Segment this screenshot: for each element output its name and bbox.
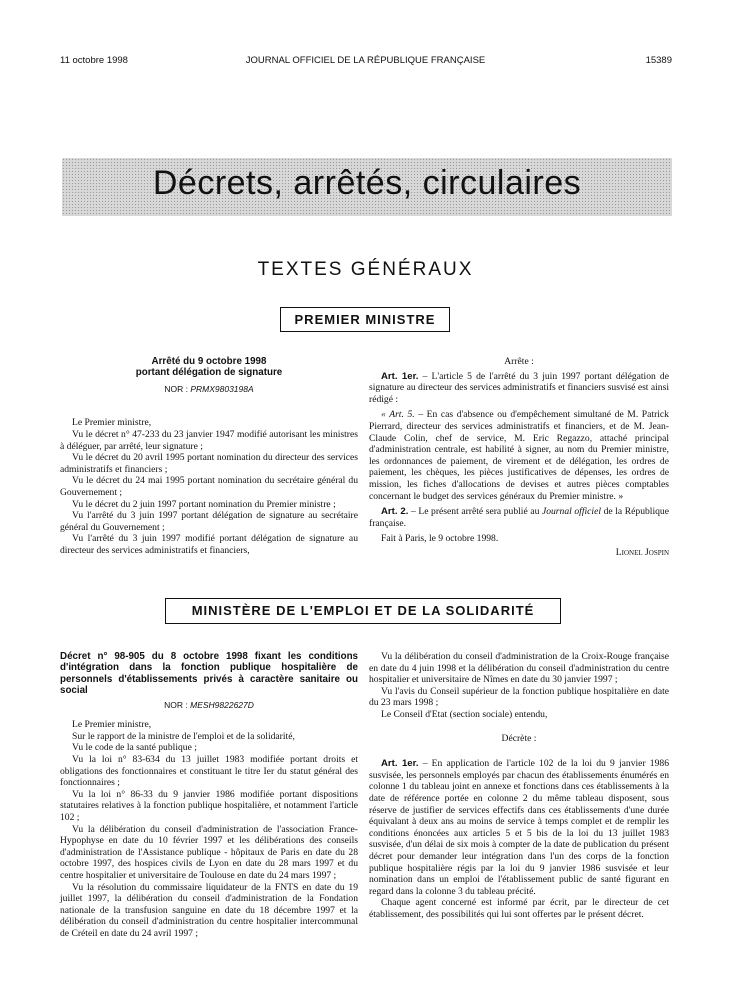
header-date: 11 octobre 1998 [60,55,128,66]
decret-title: Décret n° 98-905 du 8 octobre 1998 fixant les conditions d'intégration dans la fonction publique hospitalière de personnels d'établissements privés à caractère sanitaire ou social [60,651,358,697]
arrete-right-column [369,356,669,559]
decret-paragraph: Vu la loi n° 83-634 du 13 juillet 1983 modifiée portant droits et obligations des fonctionnaires et constituant le titre Ier du statut général des fonctionnaires ; [60,754,358,789]
decret-left-column [60,651,358,940]
decret-nor: NOR : MESH9822627D [164,699,254,710]
arrete-nor: NOR : PRMX9803198A [164,383,254,394]
decret-paragraph: Vu la résolution du commissaire liquidateur de la FNTS en date du 19 juillet 1997, la délibération du conseil d'administration de la Fondation nationale de la transfusion sanguine en date du 18 décembre 1997 et la délibération du conseil d'administration du centre hospitalier intercommunal de Créteil en date du 24 avril 1997 ; [60,881,358,939]
decret-paragraph: Sur le rapport de la ministre de l'emploi et de la solidarité, [72,730,295,742]
signature: Lionel Jospin [615,546,669,558]
section-title: TEXTES GÉNÉRAUX [257,259,474,280]
arrete-paragraph: Vu le décret du 2 juin 1997 portant nomination du Premier ministre ; [72,498,336,510]
decret-paragraph: Vu la loi n° 86-33 du 9 janvier 1986 modifiée portant dispositions statutaires relatives à la fonction publique hospitalière, et notamment l'article 102 ; [60,788,358,823]
article-2: Art. 2. – Le présent arrêté sera publié au Journal officiel de la République française. [369,506,669,529]
ministry-heading-premier-ministre: PREMIER MINISTRE [280,307,450,332]
decrete-heading: Décrète : [501,732,537,744]
decret-right-column [369,651,669,920]
arrete-left-column [60,356,358,557]
banner-title: Décrets, arrêtés, circulaires [152,164,582,202]
arrete-paragraph: Vu l'arrêté du 3 juin 1997 modifié portant délégation de signature au directeur des services administratifs et financiers, [60,533,358,556]
decret-paragraph: Vu la délibération du conseil d'administration de l'association France-Hypophyse en date du 10 février 1997 et les délibérations des conseils d'administration de l'Assistance publique - hôpitaux de Paris en date du 28 octobre 1997, des hospices civils de Lyon en date du 28 mars 1997 et du centre hospitalier et universitaire de Toulouse en date du 24 mars 1997 ; [60,823,358,881]
arrete-title: Arrêté du 9 octobre 1998 portant délégation de signature [135,356,283,379]
article-1: Art. 1er. – L'article 5 de l'arrêté du 3 juin 1997 portant délégation de signature au directeur des services administratifs et financiers susvisé est ainsi rédigé : [369,370,669,405]
arrete-paragraph: Vu le décret du 24 mai 1995 portant nomination du secrétaire général du Gouvernement ; [60,475,358,498]
title-banner [62,158,672,216]
arrete-paragraph: Vu l'arrêté du 3 juin 1997 portant délégation de signature au secrétaire général du Gouvernement ; [60,510,358,533]
arrete-paragraph: Le Premier ministre, [72,417,152,429]
fait-a-paris: Fait à Paris, le 9 octobre 1998. [381,533,499,545]
ministry-heading-emploi-solidarite: MINISTÈRE DE L'EMPLOI ET DE LA SOLIDARITÉ [165,598,561,624]
decret-paragraph: Chaque agent concerné est informé par écrit, par le directeur de cet établissement, des possibilités qui lui sont offertes par le présent décret. [369,897,669,920]
decret-paragraph: Le Premier ministre, [72,719,152,731]
arrete-heading: Arrête : [504,356,534,367]
header-journal: JOURNAL OFFICIEL DE LA RÉPUBLIQUE FRANÇAISE [245,55,486,66]
decret-article-1: Art. 1er. – En application de l'article 102 de la loi du 9 janvier 1986 susvisée, les personnels employés par chacun des établissements énumérés en colonne 1 du tableau joint en annexe et fonctions dans ces établissements à la date de référence portée en colonne 2 du même tableau disposent, sous réserve de justifier de services effectifs dans ces établissements d'une durée équivalant à deux ans au moins de service à temps complet et de remplir les conditions énoncées aux articles 5 et 5 bis de la loi du 13 juillet 1983 susvisée, d'un délai de six mois à compter de la date de publication du présent décret pour demander leur intégration dans l'un des corps de la fonction publique hospitalière régis par la loi du 9 janvier 1986 susvisée et leur nomination dans un emploi de l'établissement public de santé figurant en regard dans la colonne 3 du tableau précité. [369,758,669,897]
arrete-paragraph: Vu le décret du 20 avril 1995 portant nomination du directeur des services administratifs et financiers ; [60,452,358,475]
article-5-quote: « Art. 5. – En cas d'absence ou d'empêchement simultané de M. Patrick Pierrard, directeur des services administratifs et financiers, et de M. Jean-Claude Colin, chef de service, M. Eric Regazzo, attaché principal d'administration centrale, est habilité à signer, au nom du Premier ministre, les ordonnances de paiement, de virement et de délégation, les ordres de paiement, les chèques, les pièces justificatives de dépenses, les ordres de mission, les fiches d'allocations de devises et autres pièces comptables concernant le budget des services généraux du Premier ministre. » [369,409,669,502]
decret-paragraph: Vu l'avis du Conseil supérieur de la fonction publique hospitalière en date du 23 mars 1998 ; [369,685,669,709]
header-page-number: 15389 [645,55,672,66]
decret-paragraph: Vu la délibération du conseil d'administration de la Croix-Rouge française en date du 4 juin 1998 et la délibération du conseil d'administration du centre hospitalier et universitaire de Nîmes en date du 30 janvier 1997 ; [369,651,669,686]
decret-paragraph: Le Conseil d'Etat (section sociale) entendu, [381,708,548,720]
arrete-paragraph: Vu le décret n° 47-233 du 23 janvier 1947 modifié autorisant les ministres à déléguer, par arrêté, leur signature ; [60,429,358,452]
decret-paragraph: Vu le code de la santé publique ; [72,742,197,754]
